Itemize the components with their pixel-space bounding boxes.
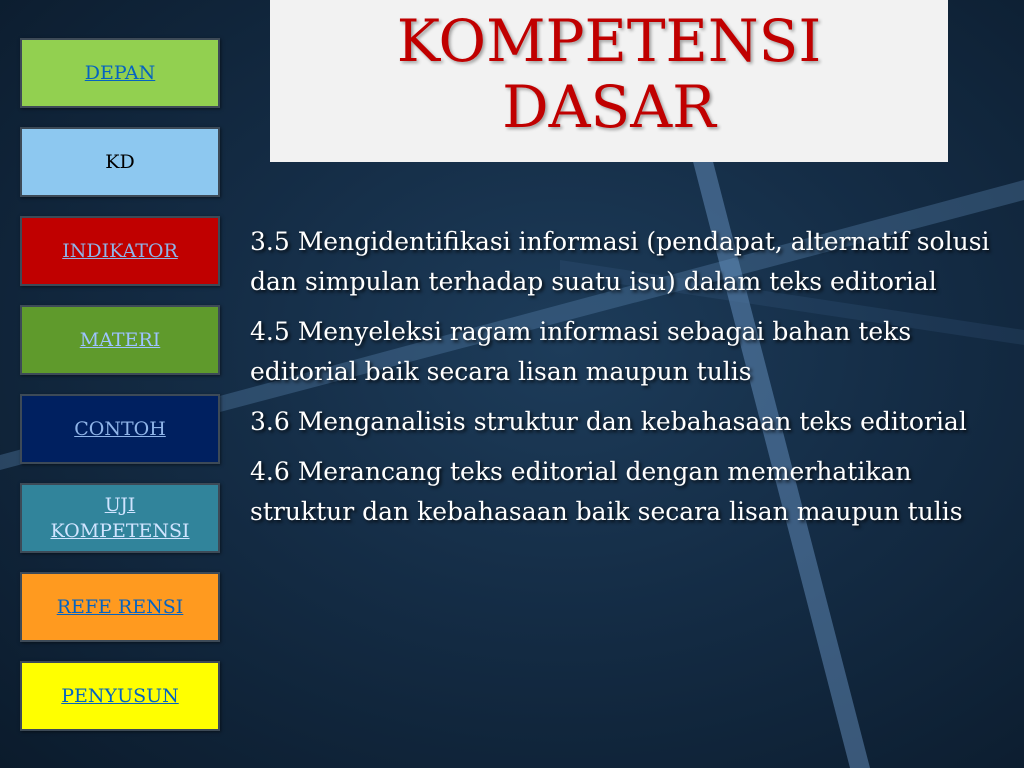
nav-label-penyusun[interactable]: PENYUSUN [61,685,179,707]
nav-label-uji[interactable]: UJI [104,494,136,516]
nav-button-penyusun[interactable] [20,661,220,731]
nav-button-depan[interactable] [20,38,220,108]
nav-label-kompetensi[interactable]: KOMPETENSI [50,520,190,542]
nav-label-materi[interactable]: MATERI [79,329,161,351]
kd-3-5-text: 3.5 Mengidentifikasi informasi (pendapat, alternatif solusi dan simpulan terhadap suatu isu) dalam teks editorial [250,227,990,296]
nav-button-referensi[interactable] [20,572,220,642]
kd-4-6-text: 4.6 Merancang teks editorial dengan memerhatikan struktur dan kebahasaan baik secara lisan maupun tulis [250,457,963,526]
nav-button-kd[interactable] [20,127,220,197]
title-line-2: DASAR [502,73,716,141]
nav-label-kd[interactable]: KD [105,151,135,173]
competency-list [250,222,1000,542]
nav-label-referensi[interactable]: REFE RENSI [56,596,184,618]
nav-button-uji-kompetensi[interactable] [20,483,220,553]
nav-label-contoh[interactable]: CONTOH [74,418,166,440]
title-line-1: KOMPETENSI [396,7,822,75]
nav-label-indikator[interactable]: INDIKATOR [62,240,178,262]
nav-label-depan[interactable]: DEPAN [84,62,156,84]
nav-button-materi[interactable] [20,305,220,375]
nav-button-indikator[interactable] [20,216,220,286]
kd-3-6-text: 3.6 Menganalisis struktur dan kebahasaan teks editorial [250,407,967,436]
title-banner [270,0,948,162]
kd-4-5-text: 4.5 Menyeleksi ragam informasi sebagai bahan teks editorial baik secara lisan maupun tulis [250,317,912,386]
nav-button-contoh[interactable] [20,394,220,464]
